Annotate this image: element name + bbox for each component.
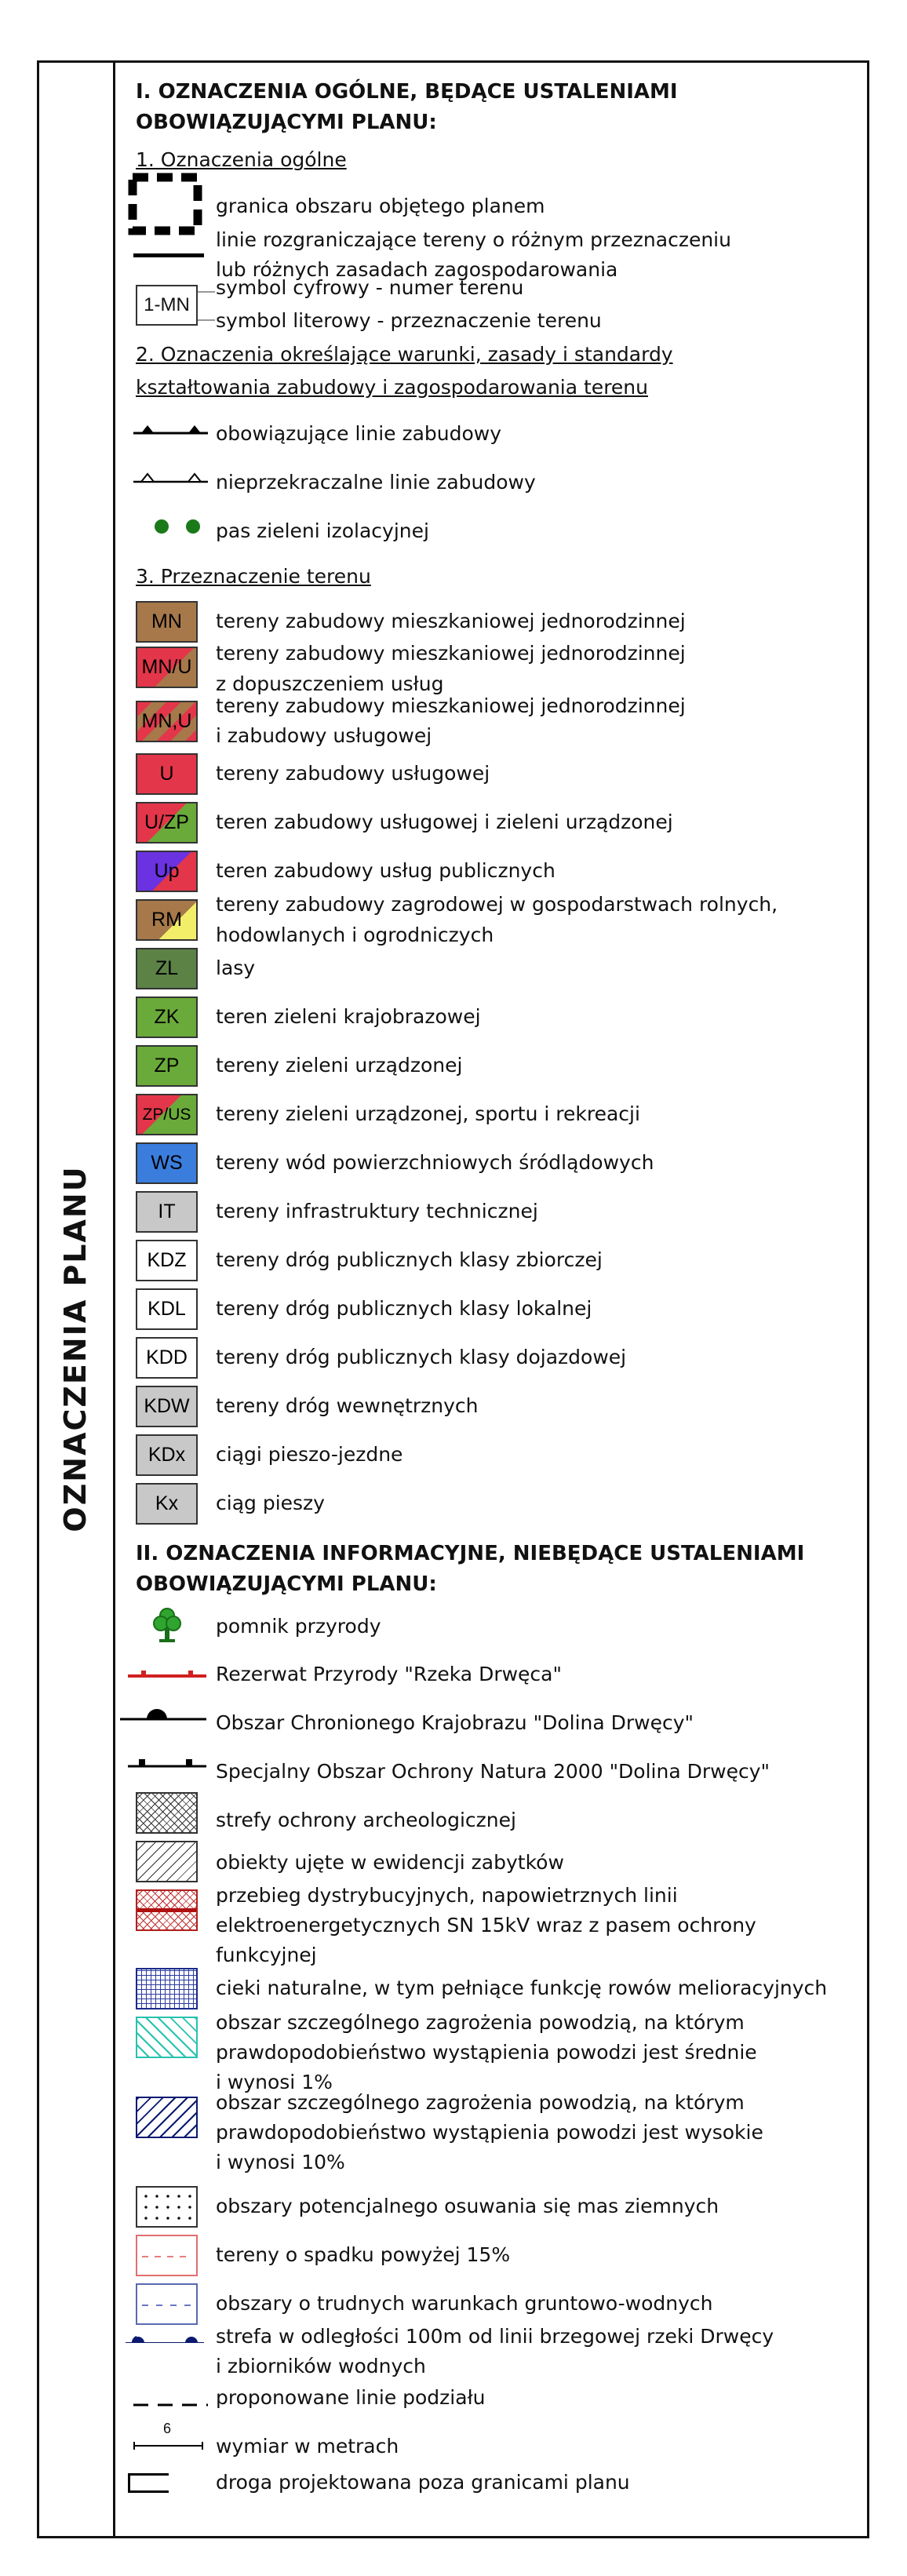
landuse-swatch-kdx: KDx	[136, 1434, 198, 1476]
landscape-line-symbol	[120, 1705, 206, 1722]
landuse-label-up: teren zabudowy usług publicznych	[216, 859, 555, 882]
landuse-label-zl: lasy	[216, 956, 256, 979]
boundary-label: granica obszaru objętego planem	[216, 195, 545, 217]
landslide-pattern	[136, 2186, 198, 2228]
flood-10-label-2: prawdopodobieństwo wystąpienia powodzi jest wysokie	[216, 2121, 763, 2144]
shoreline-label-1: strefa w odległości 100m od linii brzegowej rzeki Drwęcy	[216, 2325, 774, 2348]
landuse-swatch-u: U	[136, 753, 198, 795]
slope-pattern	[136, 2235, 198, 2276]
flood-1-label-1: obszar szczególnego zagrożenia powodzią, na którym	[216, 2011, 745, 2034]
landuse-label-mnu-2: z dopuszczeniem usług	[216, 672, 444, 695]
section1-title: I. OZNACZENIA OGÓLNE, BĘDĄCE USTALENIAMI	[136, 80, 678, 104]
road-label: droga projektowana poza granicami planu	[216, 2471, 630, 2494]
landuse-label-mnu: tereny zabudowy mieszkaniowej jednorodzinnej	[216, 642, 686, 665]
shoreline-symbol	[126, 2334, 204, 2349]
landuse-label-zpus: tereny zieleni urządzonej, sportu i rekreacji	[216, 1102, 640, 1125]
section1-title-cont: OBOWIĄZUJĄCYMI PLANU:	[136, 111, 437, 134]
section2-title-cont: OBOWIĄZUJĄCYMI PLANU:	[136, 1572, 437, 1596]
slope-label: tereny o spadku powyżej 15%	[216, 2243, 511, 2266]
landuse-label-u: tereny zabudowy usługowej	[216, 762, 490, 785]
shoreline-label-2: i zbiorników wodnych	[216, 2355, 426, 2377]
landuse-label-kdd: tereny dróg publicznych klasy dojazdowej	[216, 1346, 627, 1368]
landuse-swatch-it: IT	[136, 1191, 198, 1233]
landuse-swatch-kdw: KDW	[136, 1386, 198, 1427]
symbol-sample	[136, 285, 198, 326]
dimension-value: 6	[163, 2421, 172, 2436]
subsection-conditions-cont: kształtowania zabudowy i zagospodarowania terenu	[136, 376, 648, 399]
dimension-label: wymiar w metrach	[216, 2435, 399, 2458]
tree-icon	[151, 1606, 183, 1645]
mandatory-line-symbol	[133, 420, 208, 437]
subsection-conditions: 2. Oznaczenia określające warunki, zasady i standardy	[136, 343, 673, 366]
division-label: proponowane linie podziału	[216, 2386, 486, 2409]
landuse-label-mn: tereny zabudowy mieszkaniowej jednorodzinnej	[216, 610, 686, 632]
landuse-label-rm: tereny zabudowy zagrodowej w gospodarstwach rolnych,	[216, 893, 778, 916]
landuse-swatch-mn-u: MN,U	[136, 701, 198, 742]
landuse-label-kdw: tereny dróg wewnętrznych	[216, 1394, 479, 1417]
landuse-swatch-mn: MN	[136, 601, 198, 643]
landuse-swatch-zpus: ZP/US	[136, 1094, 198, 1135]
landuse-swatch-rm: RM	[136, 899, 198, 941]
section2-title: II. OZNACZENIA INFORMACYJNE, NIEBĘDĄCE USTALENIAMI	[136, 1542, 805, 1565]
heritage-pattern	[136, 1841, 198, 1882]
streams-label: cieki naturalne, w tym pełniące funkcję rowów melioracyjnych	[216, 1977, 828, 1999]
flood-1-label-2: prawdopodobieństwo wystąpienia powodzi jest średnie	[216, 2041, 757, 2064]
legend-title: OZNACZENIA PLANU	[57, 1165, 93, 1532]
streams-pattern	[136, 1968, 198, 2009]
landuse-swatch-zl: ZL	[136, 948, 198, 989]
ground-pattern	[136, 2283, 198, 2325]
archeo-label: strefy ochrony archeologicznej	[216, 1809, 516, 1831]
landuse-label-uzp: teren zabudowy usługowej i zieleni urządzonej	[216, 811, 673, 833]
natura-label: Specjalny Obszar Ochrony Natura 2000 "Dolina Drwęcy"	[216, 1760, 770, 1783]
natura-line-symbol	[128, 1754, 206, 1770]
divider-line-symbol	[133, 253, 204, 257]
landuse-swatch-kdl: KDL	[136, 1288, 198, 1330]
landuse-label-ws: tereny wód powierzchniowych śródlądowych	[216, 1151, 654, 1174]
boundary-symbol	[128, 173, 202, 235]
flood-1-pattern	[136, 2017, 198, 2058]
subsection-general: 1. Oznaczenia ogólne	[136, 148, 347, 171]
symbol-digit-label: symbol cyfrowy - numer terenu	[216, 276, 524, 299]
flood-10-label-3: i wynosi 10%	[216, 2151, 345, 2173]
landuse-swatch-kdd: KDD	[136, 1337, 198, 1379]
flood-1-label-3: i wynosi 1%	[216, 2071, 333, 2093]
division-line-symbol	[133, 2396, 208, 2400]
legend-sidebar	[37, 60, 115, 2538]
green-belt-symbol	[153, 518, 208, 535]
landuse-label-kdx: ciągi pieszo-jezdne	[216, 1443, 403, 1466]
landuse-label-mn-u: tereny zabudowy mieszkaniowej jednorodzinnej	[216, 694, 686, 717]
landslide-label: obszary potencjalnego osuwania się mas ziemnych	[216, 2195, 719, 2217]
landuse-label-rm-2: hodowlanych i ogrodniczych	[216, 924, 494, 946]
archeo-pattern	[136, 1792, 198, 1834]
reserve-label: Rezerwat Przyrody "Rzeka Drwęca"	[216, 1663, 562, 1685]
symbol-sample-label: 1-MN	[144, 294, 190, 315]
divider-label-1: linie rozgraniczające tereny o różnym przeznaczeniu	[216, 228, 731, 251]
divider-label-2: lub różnych zasadach zagospodarowania	[216, 258, 618, 281]
symbol-letter-label: symbol literowy - przeznaczenie terenu	[216, 309, 602, 332]
landuse-swatch-zp: ZP	[136, 1045, 198, 1087]
mandatory-line-label: obowiązujące linie zabudowy	[216, 422, 502, 445]
nonexceed-line-label: nieprzekraczalne linie zabudowy	[216, 471, 536, 494]
flood-10-label-1: obszar szczególnego zagrożenia powodzią, na którym	[216, 2091, 745, 2114]
landuse-swatch-kdz: KDZ	[136, 1240, 198, 1281]
green-belt-label: pas zieleni izolacyjnej	[216, 519, 429, 542]
monument-label: pomnik przyrody	[216, 1615, 381, 1638]
landuse-swatch-kx: Kx	[136, 1483, 198, 1525]
power-line-label-3: funkcyjnej	[216, 1944, 317, 1966]
power-line-label-1: przebieg dystrybucyjnych, napowietrznych linii	[216, 1884, 678, 1907]
landuse-swatch-zk: ZK	[136, 997, 198, 1038]
reserve-line-symbol	[128, 1667, 206, 1677]
power-line-label-2: elektroenergetycznych SN 15kV wraz z pasem ochrony	[216, 1914, 756, 1937]
power-line-pattern	[136, 1889, 198, 1931]
landuse-label-kdz: tereny dróg publicznych klasy zbiorczej	[216, 1248, 603, 1271]
flood-10-pattern	[136, 2097, 198, 2138]
landuse-label-it: tereny infrastruktury technicznej	[216, 1200, 538, 1222]
road-symbol	[128, 2473, 169, 2493]
landscape-label: Obszar Chronionego Krajobrazu "Dolina Drwęcy"	[216, 1711, 694, 1734]
landuse-label-zk: teren zieleni krajobrazowej	[216, 1005, 481, 1028]
landuse-label-kx: ciąg pieszy	[216, 1492, 325, 1514]
landuse-label-zp: tereny zieleni urządzonej	[216, 1054, 463, 1077]
heritage-label: obiekty ujęte w ewidencji zabytków	[216, 1851, 564, 1874]
landuse-label-kdl: tereny dróg publicznych klasy lokalnej	[216, 1297, 592, 1320]
nonexceed-line-symbol	[133, 468, 208, 486]
landuse-swatch-up: Up	[136, 851, 198, 892]
ground-label: obszary o trudnych warunkach gruntowo-wodnych	[216, 2292, 713, 2315]
landuse-swatch-uzp: U/ZP	[136, 802, 198, 843]
landuse-swatch-mnu: MN/U	[136, 647, 198, 688]
landuse-swatch-ws: WS	[136, 1142, 198, 1184]
subsection-landuse: 3. Przeznaczenie terenu	[136, 565, 371, 588]
landuse-label-mn-u-2: i zabudowy usługowej	[216, 724, 432, 747]
